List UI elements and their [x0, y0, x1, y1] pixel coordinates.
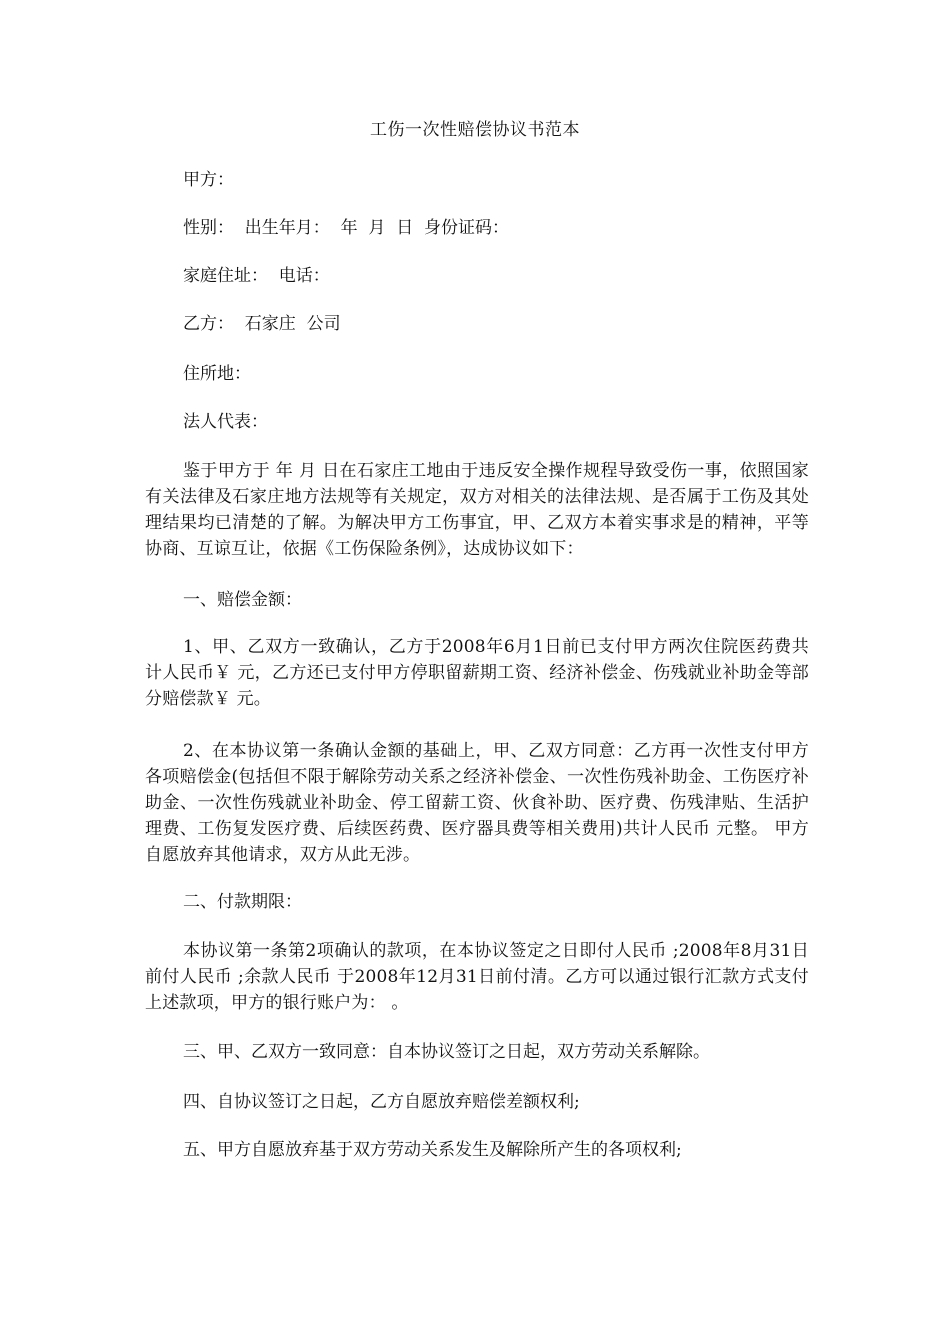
preamble-paragraph: 鉴于甲方于 年 月 日在石家庄工地由于违反安全操作规程导致受伤一事，依照国家有关法律及石家庄地方法规等有关规定，双方对相关的法律法规、是否属于工伤及其处理结果均已清楚的了解。为解决甲方工伤事宜，甲、乙双方本着实事求是的精神，平等协商、互谅互让，依据《工伤保险条例》，达成协议如下：: [145, 461, 809, 559]
legal-representative-line: 法人代表：: [183, 412, 268, 432]
party-a-line: 甲方：: [183, 170, 234, 190]
address-phone-line: 家庭住址： 电话：: [183, 266, 330, 286]
section-1-item-2: 2、在本协议第一条确认金额的基础上，甲、乙双方同意：乙方再一次性支付甲方各项赔偿金(包括但不限于解除劳动关系之经济补偿金、一次性伤残补助金、工伤医疗补助金、一次性伤残就业补助金、停工留薪工资、伙食补助、医疗费、伤残津贴、生活护理费、工伤复发医疗费、后续医药费、医疗器具费等相关费用)共计人民币 元整。 甲方自愿放弃其他请求，双方从此无涉。: [145, 741, 809, 865]
section-2-body: 本协议第一条第2项确认的款项，在本协议签定之日即付人民币 ;2008年8月31日前付人民币 ;余款人民币 于2008年12月31日前付清。乙方可以通过银行汇款方式支付上述款项，甲方的银行账户为： 。: [145, 941, 809, 1013]
section-1-heading: 一、赔偿金额：: [183, 590, 302, 610]
section-3-paragraph: 三、甲、乙双方一致同意：自本协议签订之日起，双方劳动关系解除。: [183, 1042, 710, 1062]
section-2-heading: 二、付款期限：: [183, 892, 302, 912]
gender-birth-id-line: 性别： 出生年月： 年 月 日 身份证码：: [183, 218, 510, 238]
section-5-paragraph: 五、甲方自愿放弃基于双方劳动关系发生及解除所产生的各项权利;: [183, 1140, 682, 1160]
document-title: 工伤一次性赔偿协议书范本: [370, 120, 580, 140]
section-1-item-1: 1、甲、乙双方一致确认，乙方于2008年6月1日前已支付甲方两次住院医药费共计人民币￥ 元，乙方还已支付甲方停职留薪期工资、经济补偿金、伤残就业补助金等部分赔偿款￥ 元。: [145, 637, 809, 709]
party-b-line: 乙方： 石家庄 公司: [183, 314, 341, 334]
residence-line: 住所地：: [183, 364, 251, 384]
section-4-paragraph: 四、自协议签订之日起，乙方自愿放弃赔偿差额权利;: [183, 1092, 580, 1112]
